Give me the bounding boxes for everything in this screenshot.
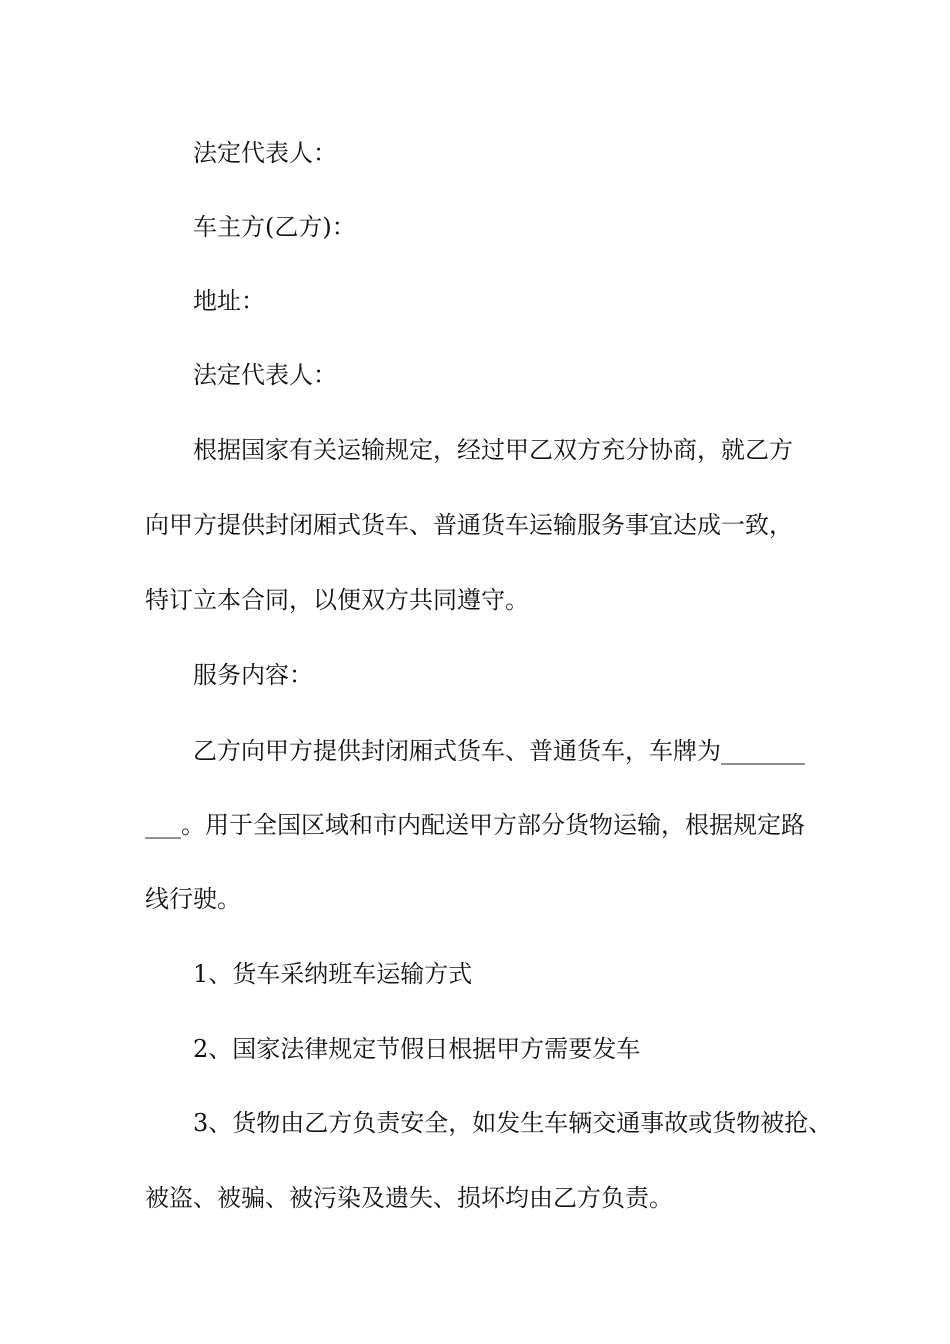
clause-2: 2、国家法律规定节假日根据甲方需要发车 bbox=[193, 1035, 641, 1063]
service-paragraph-line-3: 线行驶。 bbox=[145, 885, 241, 913]
party-a-legal-rep-label: 法定代表人： bbox=[193, 139, 337, 167]
preamble-line-2: 向甲方提供封闭厢式货车、普通货车运输服务事宜达成一致， bbox=[145, 511, 793, 539]
preamble-line-3: 特订立本合同，以便双方共同遵守。 bbox=[145, 586, 529, 614]
service-paragraph-line-2: ___。用于全国区域和市内配送甲方部分货物运输，根据规定路 bbox=[145, 811, 805, 839]
service-content-heading: 服务内容： bbox=[193, 661, 313, 689]
service-paragraph-line-1: 乙方向甲方提供封闭厢式货车、普通货车，车牌为_______ bbox=[193, 737, 805, 765]
preamble-line-1: 根据国家有关运输规定，经过甲乙双方充分协商，就乙方 bbox=[193, 436, 793, 464]
party-b-legal-rep-label: 法定代表人： bbox=[193, 361, 337, 389]
party-b-address-label: 地址： bbox=[193, 287, 265, 315]
clause-3-line-2: 被盗、被骗、被污染及遗失、损坏均由乙方负责。 bbox=[145, 1184, 673, 1212]
party-b-label: 车主方(乙方)： bbox=[193, 213, 356, 241]
clause-3-line-1: 3、货物由乙方负责安全，如发生车辆交通事故或货物被抢、 bbox=[193, 1109, 833, 1137]
clause-1: 1、货车采纳班车运输方式 bbox=[193, 960, 473, 988]
